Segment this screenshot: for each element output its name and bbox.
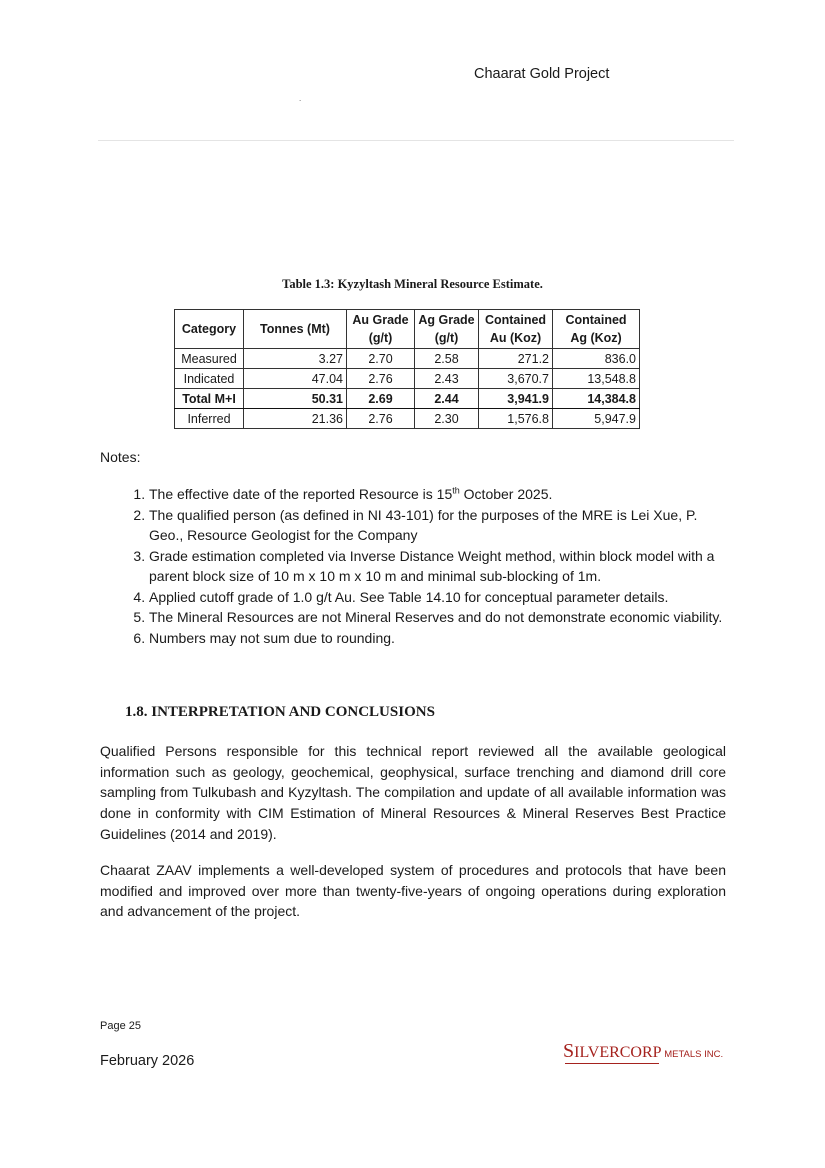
note-item: 5. The Mineral Resources are not Mineral Reserves and do not demonstrate economic viability.: [149, 607, 726, 628]
logo-suffix: METALS INC.: [661, 1049, 724, 1060]
col-header: Au Grade (g/t): [347, 310, 415, 349]
table-cell: 47.04: [244, 369, 347, 389]
notes-list: [100, 484, 726, 648]
table-cell: 2.76: [347, 369, 415, 389]
table-header-row: [175, 310, 640, 349]
table-cell: 3,670.7: [479, 369, 553, 389]
paragraph: Chaarat ZAAV implements a well-developed system of procedures and protocols that have been modified and improved over more than twenty-five-years of ongoing operations during exploration and advancement of the project.: [100, 862, 726, 920]
header-dot: .: [299, 94, 302, 103]
logo-underline: [565, 1063, 659, 1064]
col-header: Contained Au (Koz): [479, 310, 553, 349]
table-cell: 5,947.9: [553, 409, 640, 429]
col-header: Tonnes (Mt): [244, 310, 347, 349]
note-item: 4. Applied cutoff grade of 1.0 g/t Au. See Table 14.10 for conceptual parameter details.: [149, 587, 726, 608]
table-cell: Total M+I: [175, 389, 244, 409]
table-cell: 14,384.8: [553, 389, 640, 409]
table-cell: Inferred: [175, 409, 244, 429]
note-item: 6. Numbers may not sum due to rounding.: [149, 628, 726, 649]
note-item: [149, 484, 726, 505]
table-row: [175, 369, 640, 389]
table-caption: Table 1.3: Kyzyltash Mineral Resource Estimate.: [282, 277, 543, 291]
table-cell: 21.36: [244, 409, 347, 429]
resource-table: [174, 309, 640, 429]
note-text: The effective date of the reported Resource is 15: [149, 486, 453, 502]
table-cell: 1,576.8: [479, 409, 553, 429]
table-cell: 3.27: [244, 349, 347, 369]
note-item: 2. The qualified person (as defined in NI 43-101) for the purposes of the MRE is Lei Xue, P. Geo., Resource Geologist for the Company: [149, 505, 726, 546]
table-cell: 50.31: [244, 389, 347, 409]
notes-label: Notes:: [100, 449, 141, 465]
table-row: [175, 409, 640, 429]
table-cell: Measured: [175, 349, 244, 369]
table-cell: 836.0: [553, 349, 640, 369]
note-item: 3. Grade estimation completed via Inverse Distance Weight method, within block model with a parent block size of 10 m x 10 m x 10 m and minimal sub-blocking of 1m.: [149, 546, 726, 587]
table-cell: 3,941.9: [479, 389, 553, 409]
footer-date: February 2026: [100, 1053, 195, 1069]
header-divider: [98, 140, 734, 141]
page-number: Page 25: [100, 1020, 141, 1032]
logo-initial: S: [563, 1040, 575, 1062]
table-cell: 2.30: [415, 409, 479, 429]
table-row-total: [175, 389, 640, 409]
table-cell: 2.58: [415, 349, 479, 369]
section-heading: 1.8. INTERPRETATION AND CONCLUSIONS: [125, 704, 435, 720]
silvercorp-logo: [563, 1040, 723, 1063]
table-cell: 13,548.8: [553, 369, 640, 389]
table-cell: Indicated: [175, 369, 244, 389]
col-header: Category: [175, 310, 244, 349]
table-cell: 2.69: [347, 389, 415, 409]
table-cell: 2.43: [415, 369, 479, 389]
table-cell: 2.44: [415, 389, 479, 409]
table-cell: 2.70: [347, 349, 415, 369]
col-header: Contained Ag (Koz): [553, 310, 640, 349]
col-header: Ag Grade (g/t): [415, 310, 479, 349]
note-text: October 2025.: [459, 486, 553, 502]
table-row: [175, 349, 640, 369]
note-superscript: th: [452, 485, 460, 496]
logo-wordmark: ILVERCORP: [574, 1044, 662, 1061]
table-cell: 271.2: [479, 349, 553, 369]
table-cell: 2.76: [347, 409, 415, 429]
header-title: Chaarat Gold Project: [474, 66, 610, 82]
paragraph: Qualified Persons responsible for this technical report reviewed all the available geological information such as geology, geochemical, geophysical, surface trenching and diamond drill core sampling from Tulkubash and Kyzyltash. The compilation and update of all available information was done in conformity with CIM Estimation of Mineral Resources & Mineral Reserves Best Practice Guidelines (2014 and 2019).: [100, 743, 726, 842]
